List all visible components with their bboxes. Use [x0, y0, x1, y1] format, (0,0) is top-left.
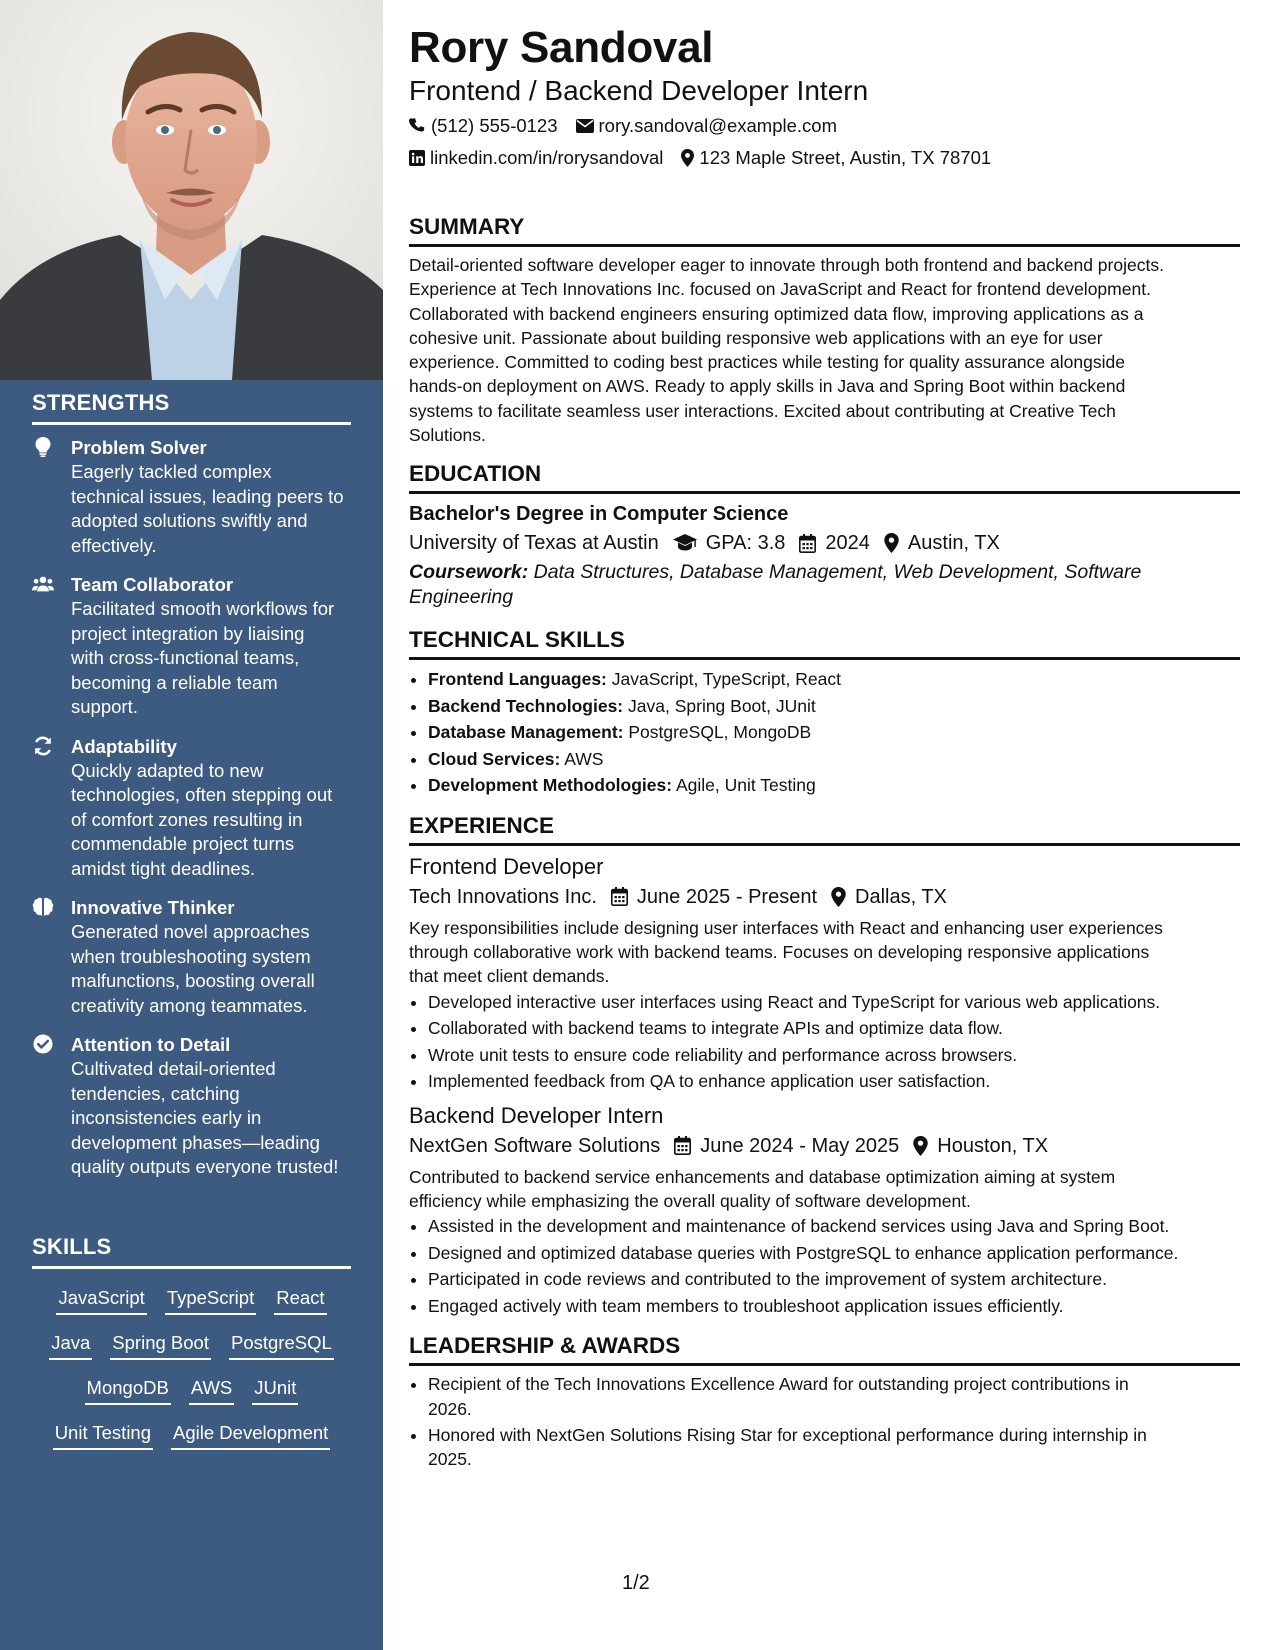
graduation-year [799, 528, 870, 558]
list-item [428, 1372, 1240, 1421]
job-description [409, 916, 1240, 989]
summary-line: cohesive unit. Passionate about building responsive web applications with an eye for user [409, 327, 1103, 348]
list-item: • Designed and optimized database queries with PostgreSQL to enhance application performance. [428, 1240, 1240, 1267]
list-item: • Collaborated with backend teams to integrate APIs and optimize data flow. [428, 1015, 1240, 1042]
sidebar [0, 0, 383, 1650]
school-name: University of Texas at Austin [409, 532, 659, 555]
strength-desc-line: malfunctions, boosting overall [71, 970, 315, 991]
job-description [409, 1165, 1240, 1214]
list-item [428, 746, 1240, 773]
list-item [428, 772, 1240, 799]
strength-item [32, 1032, 351, 1180]
job-desc-line: Contributed to backend service enhancements and database optimization aiming at system [409, 1166, 1116, 1187]
strength-desc-line: commendable project turns [71, 833, 295, 854]
list-item [428, 719, 1240, 746]
skill-tag: TypeScript [165, 1287, 256, 1315]
strengths-heading: STRENGTHS [32, 390, 351, 425]
gpa-value: GPA: 3.8 [705, 532, 786, 555]
job-title: Backend Developer Intern [409, 1102, 664, 1128]
company-name: NextGen Software Solutions [409, 1134, 661, 1157]
strength-desc-line: becoming a reliable team [71, 671, 278, 693]
strength-desc [71, 1057, 351, 1180]
strength-item [32, 572, 351, 720]
address [681, 142, 991, 174]
job-meta [409, 1131, 1240, 1161]
summary-heading: SUMMARY [409, 214, 1240, 247]
strength-desc-line: Generated novel approaches [71, 921, 310, 942]
coursework [409, 560, 1240, 609]
location-value: Dallas, TX [855, 885, 947, 908]
phone [409, 110, 558, 142]
email [576, 110, 837, 142]
skill-values: AWS [564, 748, 604, 769]
strength-desc-line: technical issues, leading peers to [71, 485, 344, 507]
skill-tag: JavaScript [56, 1287, 146, 1315]
skills-section [32, 1234, 351, 1467]
experience-heading: EXPERIENCE [409, 813, 1240, 846]
strength-desc-line: adopted solutions swiftly and [71, 510, 308, 531]
strength-desc-line: amidst tight deadlines. [71, 857, 256, 879]
strength-title: Innovative Thinker [71, 897, 235, 918]
list-item [428, 693, 1240, 720]
skill-tag: AWS [189, 1377, 234, 1405]
list-item: • Wrote unit tests to ensure code reliability and performance across browsers. [428, 1042, 1240, 1069]
leadership-section [409, 1333, 1240, 1471]
map-pin-icon [831, 887, 846, 907]
job-title: Frontend Developer [409, 853, 604, 879]
strength-desc [71, 597, 351, 720]
strength-desc [71, 460, 351, 558]
education-meta [409, 528, 1240, 558]
skill-category: Database Management: [428, 722, 624, 743]
linkedin-icon [409, 150, 425, 166]
skill-tag: React [274, 1287, 326, 1315]
list-item: • Developed interactive user interfaces using React and TypeScript for various web applications. [428, 989, 1240, 1016]
job-bullets [409, 989, 1240, 1095]
strength-item [32, 435, 351, 558]
job-desc-line: through collaborative work with backend teams. Focuses on developing responsive applications [409, 942, 1150, 963]
map-pin-icon [913, 1136, 928, 1156]
skill-category: Frontend Languages: [428, 669, 607, 690]
check-circle-icon [32, 1034, 54, 1054]
strength-item [32, 734, 351, 882]
brain-icon [32, 897, 54, 917]
skill-values: Java, Spring Boot, JUnit [628, 695, 816, 716]
strength-desc [71, 920, 351, 1018]
list-item: • Engaged actively with team members to troubleshoot application issues efficiently. [428, 1293, 1240, 1320]
job-location [913, 1131, 1048, 1161]
gpa [673, 528, 786, 558]
sync-icon [32, 736, 54, 756]
skill-tag-row [32, 1287, 351, 1332]
skill-tag-row [32, 1377, 351, 1422]
leadership-heading: LEADERSHIP & AWARDS [409, 1333, 1240, 1366]
candidate-name: Rory Sandoval [409, 23, 714, 72]
summary-line: hands-on deployment on AWS. Ready to apply skills in Java and Spring Boot within backend [409, 376, 1126, 397]
coursework-list: Data Structures, Database Management, Web Development, Software [533, 561, 1142, 584]
calendar-icon [674, 1136, 691, 1155]
strengths-section [32, 390, 351, 1180]
skill-values: PostgreSQL, MongoDB [628, 722, 812, 743]
users-icon [32, 574, 54, 594]
skill-values: Agile, Unit Testing [675, 775, 816, 796]
job-dates [674, 1131, 899, 1161]
summary-line: Detail-oriented software developer eager to innovate through both frontend and backend projects. [409, 255, 1164, 275]
strength-desc-line: Cultivated detail-oriented [71, 1058, 276, 1079]
strength-desc-line: Quickly adapted to new [71, 759, 264, 781]
coursework-line: Engineering [409, 585, 514, 608]
strength-desc-line: inconsistencies early in [71, 1107, 262, 1128]
job-desc-line: Key responsibilities include designing user interfaces with React and enhancing user experiences [409, 917, 1163, 938]
job-desc-line: efficiency while emphasizing the overall quality of software development. [409, 1191, 971, 1212]
list-item: • Implemented feedback from QA to enhance application user satisfaction. [428, 1068, 1240, 1095]
award-line: 2025. [428, 1449, 472, 1470]
strength-title: Team Collaborator [71, 574, 234, 595]
company-name: Tech Innovations Inc. [409, 885, 597, 908]
strength-desc-line: when troubleshooting system [71, 945, 311, 967]
list-item: • Assisted in the development and maintenance of backend services using Java and Spring Boot. [428, 1213, 1240, 1240]
summary-section [409, 214, 1240, 447]
experience-section [409, 813, 1240, 1319]
dates-value: June 2024 - May 2025 [700, 1134, 900, 1157]
strength-desc-line: tendencies, catching [71, 1082, 240, 1104]
year-value: 2024 [825, 532, 870, 555]
job-entry [409, 852, 1240, 1095]
technical-skills-section [409, 627, 1240, 799]
coursework-line [409, 560, 1240, 585]
strength-desc-line: with cross-functional teams, [71, 647, 300, 668]
skills-heading: SKILLS [32, 1234, 351, 1269]
strength-desc-line: development phases—leading [71, 1131, 320, 1153]
job-meta [409, 882, 1240, 912]
list-item [428, 666, 1240, 693]
strength-desc-line: project integration by liaising [71, 622, 305, 644]
skill-tag: PostgreSQL [229, 1332, 334, 1360]
linkedin-url[interactable]: linkedin.com/in/rorysandoval [430, 147, 664, 168]
summary-line: Experience at Tech Innovations Inc. focused on JavaScript and React for frontend development. [409, 279, 1151, 300]
summary-line: experience. Committed to coding best practices while testing for quality assurance alongside [409, 352, 1125, 373]
summary-line: systems to facilitate seamless user interactions. Excited about contributing at Creative Tech [409, 400, 1116, 421]
summary-text [409, 253, 1240, 447]
award-line: • Recipient of the Tech Innovations Excellence Award for outstanding project contributions in [428, 1374, 1129, 1395]
phone-number[interactable]: (512) 555-0123 [431, 115, 558, 136]
degree-title: Bachelor's Degree in Computer Science [409, 503, 789, 526]
calendar-icon [799, 534, 816, 553]
profile-photo [0, 0, 383, 380]
skill-tag-row [32, 1332, 351, 1377]
email-address[interactable]: rory.sandoval@example.com [598, 115, 837, 136]
technical-skills-heading: TECHNICAL SKILLS [409, 627, 1240, 660]
map-pin-icon [681, 149, 694, 167]
education-section [409, 461, 1240, 609]
skill-category: Cloud Services: [428, 748, 561, 769]
contact-row [409, 110, 1240, 142]
job-dates [611, 882, 817, 912]
graduation-cap-icon [673, 534, 697, 552]
skill-tag: JUnit [252, 1377, 298, 1405]
calendar-icon [611, 887, 628, 906]
strength-item [32, 895, 351, 1018]
strength-desc-line: quality outputs everyone trusted! [71, 1156, 339, 1177]
job-location [831, 882, 947, 912]
map-pin-icon [884, 533, 899, 553]
skill-category: Backend Technologies: [428, 695, 624, 716]
skill-tag: Unit Testing [53, 1422, 153, 1450]
skill-category: Development Methodologies: [428, 775, 673, 796]
strength-desc-line: support. [71, 696, 138, 717]
award-line: • Honored with NextGen Solutions Rising Star for exceptional performance during internship in [428, 1424, 1147, 1445]
strength-desc-line: technologies, often stepping out [71, 784, 333, 805]
education-heading: EDUCATION [409, 461, 1240, 494]
technical-skills-list [409, 666, 1240, 799]
contact-row [409, 142, 1240, 174]
address-text: 123 Maple Street, Austin, TX 78701 [699, 147, 992, 168]
job-bullets [409, 1213, 1240, 1319]
strength-desc-line: Eagerly tackled complex [71, 461, 272, 482]
strength-title: Problem Solver [71, 437, 207, 458]
leadership-list [409, 1372, 1240, 1471]
list-item: • Participated in code reviews and contributed to the improvement of system architecture. [428, 1266, 1240, 1293]
skill-values: JavaScript, TypeScript, React [611, 669, 841, 690]
main-content [409, 22, 1240, 1472]
summary-line: Solutions. [409, 425, 486, 446]
strength-desc-line: of comfort zones resulting in [71, 808, 303, 830]
location-value: Austin, TX [907, 532, 1000, 555]
job-entry [409, 1101, 1240, 1320]
strength-title: Attention to Detail [71, 1034, 231, 1055]
job-target-title: Frontend / Backend Developer Intern [409, 75, 869, 106]
strength-desc-line: Facilitated smooth workflows for [71, 598, 335, 619]
strength-desc-line: effectively. [71, 534, 157, 556]
skill-tag: MongoDB [85, 1377, 171, 1405]
strength-title: Adaptability [71, 735, 177, 757]
award-line: 2026. [428, 1398, 472, 1419]
coursework-label: Coursework: [409, 561, 529, 584]
strength-desc [71, 759, 351, 882]
list-item [428, 1423, 1240, 1472]
lightbulb-icon [32, 437, 54, 457]
skill-tag: Spring Boot [110, 1332, 211, 1360]
dates-value: June 2025 - Present [636, 885, 818, 908]
linkedin [409, 142, 663, 174]
summary-line: Collaborated with backend engineers ensuring optimized data flow, improving applications as a [409, 303, 1144, 324]
location-value: Houston, TX [937, 1134, 1049, 1157]
school-location [884, 528, 1000, 558]
page-number: 1/2 [622, 1572, 650, 1594]
skill-tag: Java [49, 1332, 92, 1360]
envelope-icon [576, 119, 594, 133]
skill-tags [32, 1287, 351, 1467]
job-desc-line: that meet client demands. [409, 966, 610, 987]
strength-desc-line: creativity among teammates. [71, 994, 308, 1016]
skill-tag: Agile Development [171, 1422, 330, 1450]
phone-icon [409, 118, 426, 135]
skill-tag-row [32, 1422, 351, 1467]
